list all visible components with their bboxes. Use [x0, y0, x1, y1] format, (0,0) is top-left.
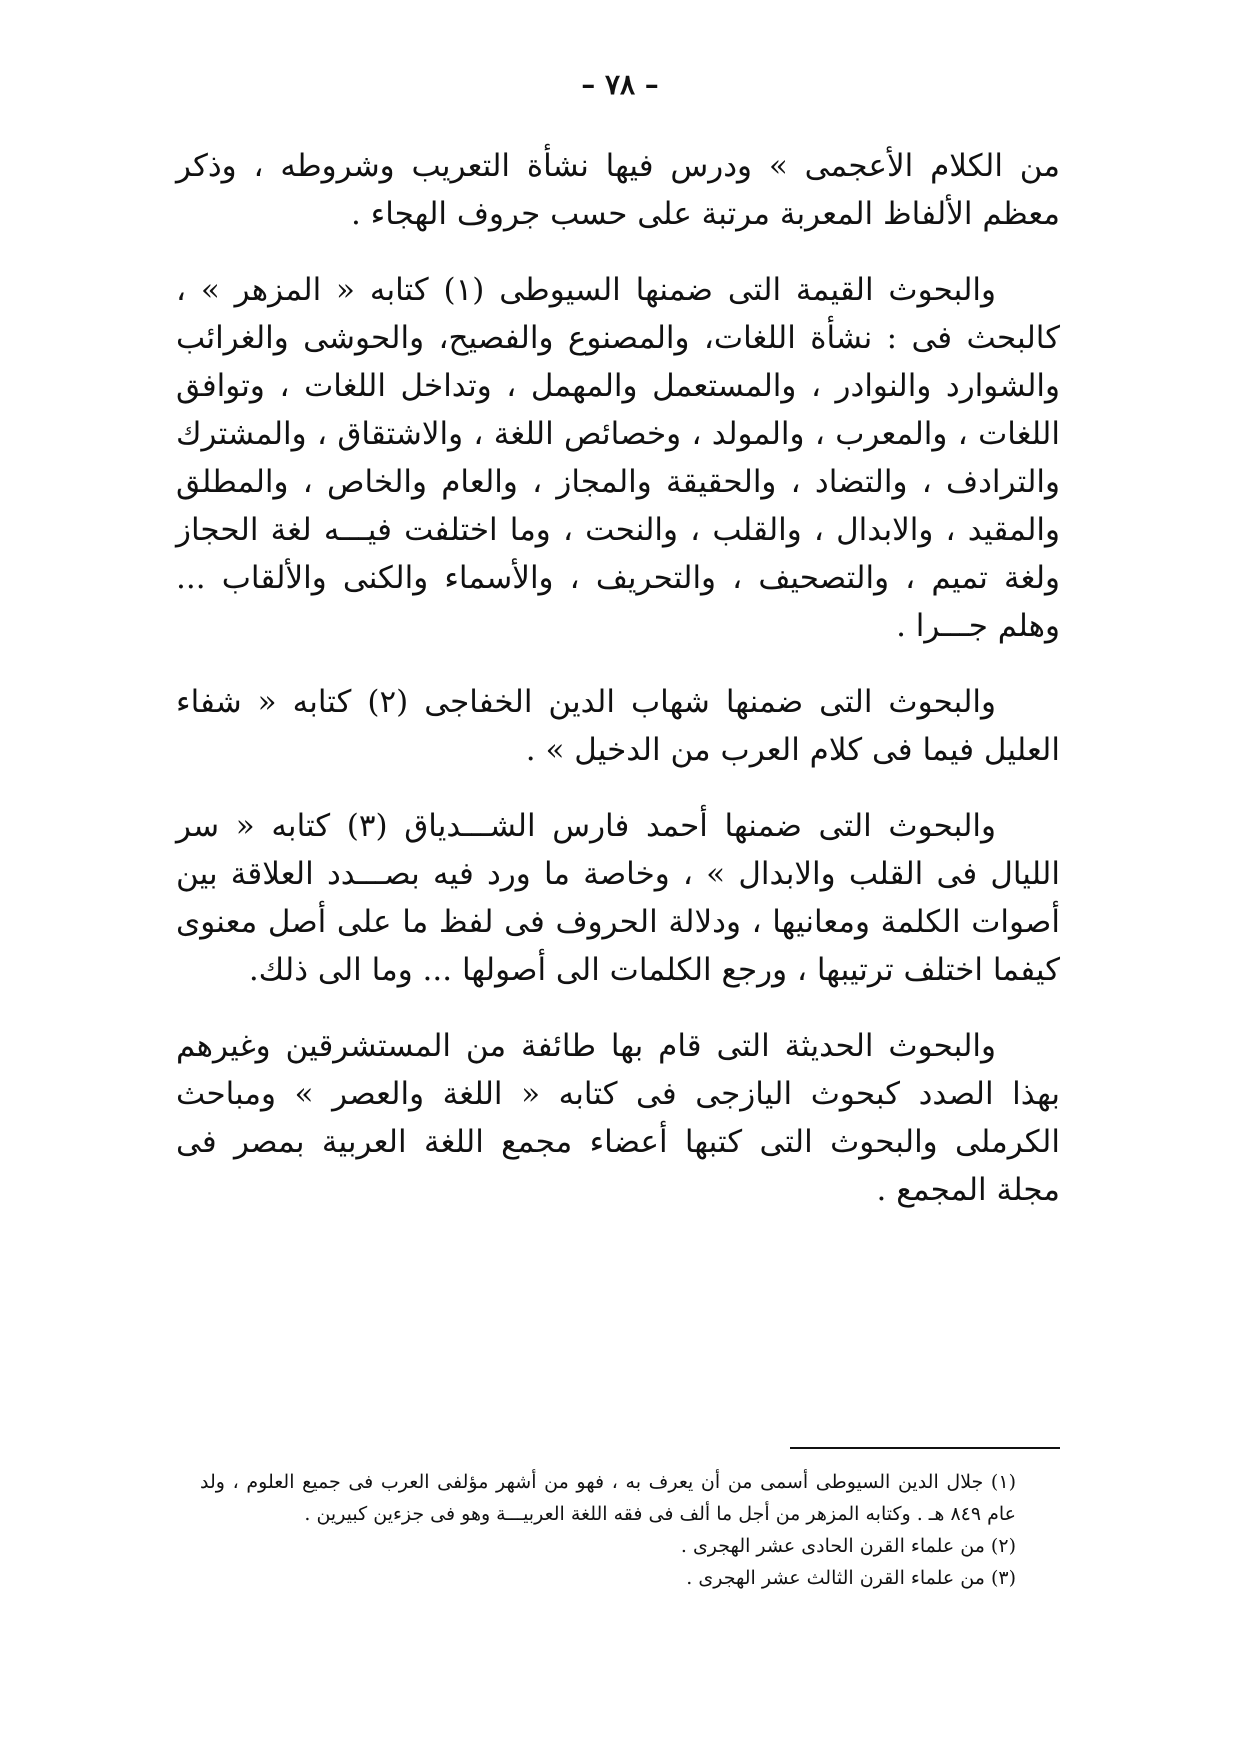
paragraph-shidyaq: والبحوث التى ضمنها أحمد فارس الشـــدياق (٣) كتابه « سر الليال فى القلب والابدال » ، وخاصة ما ورد فيه بصـــدد العلاقة بين أصوات الكلمة ومعانيها ، ودلالة الحروف فى لفظ ما على أصل معنوى كيفما اختلف ترتيبها ، ورجع الكلمات الى أصولها ... وما الى ذلك.: [176, 808, 1060, 988]
footnotes: [200, 1466, 1060, 1594]
paragraph-suyuti: والبحوث القيمة التى ضمنها السيوطى (١) كتابه « المزهر » ، كالبحث فى : نشأة اللغات، والمصنوع والفصيح، والحوشى والغرائب والشوارد والنوادر ، والمستعمل والمهمل ، وتداخل اللغات ، وتوافق اللغات ، والمعرب ، والمولد ، وخصائص اللغة ، والاشتقاق ، والمشترك والترادف ، والتضاد ، والحقيقة والمجاز ، والعام والخاص ، والمطلق والمقيد ، والابدال ، والقلب ، والنحت ، وما اختلفت فيـــه لغة الحجاز ولغة تميم ، والتصحيف ، والتحريف ، والأسماء والكنى والألقاب ... وهلم جـــرا .: [176, 272, 1060, 644]
footnote-divider: [790, 1447, 1060, 1449]
footnote-3: (٣) من علماء القرن الثالث عشر الهجرى .: [686, 1567, 1016, 1589]
paragraph-khafaji: والبحوث التى ضمنها شهاب الدين الخفاجى (٢) كتابه « شفاء العليل فيما فى كلام العرب من الدخيل » .: [176, 684, 1060, 768]
footnote-2: (٢) من علماء القرن الحادى عشر الهجرى .: [680, 1535, 1016, 1557]
paragraph-modern-research: والبحوث الحديثة التى قام بها طائفة من المستشرقين وغيرهم بهذا الصدد كبحوث اليازجى فى كتابه « اللغة والعصر » ومباحث الكرملى والبحوث التى كتبها أعضاء مجمع اللغة العربية بمصر فى مجلة المجمع .: [176, 1028, 1060, 1208]
main-text: [176, 142, 1060, 1242]
footnote-1: (١) جلال الدين السيوطى أسمى من أن يعرف به ، فهو من أشهر مؤلفى العرب فى جميع العلوم ، ولد عام ٨٤٩ هـ . وكتابه المزهر من أجل ما ألف فى فقه اللغة العربيـــة وهو فى جزءين كبيرين .: [200, 1471, 1016, 1525]
page-number: – ٧٨ –: [581, 68, 659, 101]
paragraph-continuation: من الكلام الأعجمى » ودرس فيها نشأة التعريب وشروطه ، وذكر معظم الألفاظ المعربة مرتبة على حسب جروف الهجاء .: [176, 148, 1060, 232]
